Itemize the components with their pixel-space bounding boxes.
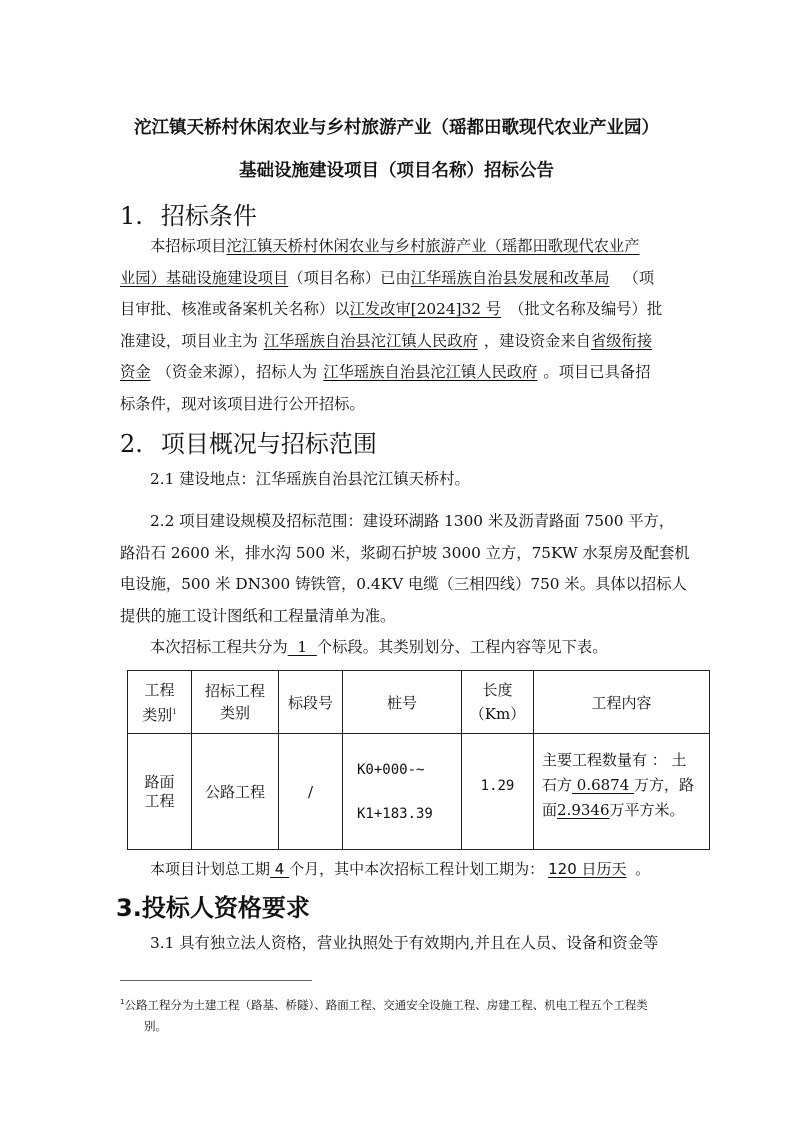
text-line: 标条件，现对该项目进行公开招标。 <box>120 394 365 413</box>
text-run: （项 <box>623 268 655 287</box>
text-line: 路沿石 2600 米，排水沟 500 米，浆砌石护坡 3000 立方，75KW 水泵房及配套机 <box>120 543 690 562</box>
approval-authority: 江华瑶族自治县发展和改革局 <box>410 268 610 287</box>
cell-text: K1+183.39 <box>357 805 433 822</box>
cell-text: 主要工程数量有 ： 土 <box>542 751 687 769</box>
section-2-title: 项目概况与招标范围 <box>160 430 377 458</box>
footnote-separator <box>120 980 312 981</box>
document-title-line1: 沱江镇天桥村休闲农业与乡村旅游产业（瑶都田歌现代农业产业园） <box>134 118 659 138</box>
text-run: 目审批、核准或备案机关名称）以 <box>120 300 350 318</box>
header-text: （Km） <box>469 705 526 723</box>
text-run: ，建设资金来自 <box>483 331 591 350</box>
text-run: 个标段。其类别划分、工程内容等见下表。 <box>316 638 608 656</box>
paragraph-2-2 <box>120 506 690 632</box>
cell-engineering-category <box>128 734 192 850</box>
cell-work-content <box>534 734 710 850</box>
footnote-ref: 1 <box>172 707 177 716</box>
text-run: （批文名称及编号）批 <box>509 300 663 318</box>
funding-source: 省级衔接 <box>590 331 653 350</box>
text-line: 电设施，500 米 DN300 铸铁管，0.4KV 电缆（三相四线）750 米。具体以招标人 <box>120 575 687 593</box>
header-length <box>462 671 534 734</box>
header-text: 类别 <box>142 705 173 724</box>
footnote-text: 公路工程分为土建工程（路基、桥隧）、路面工程、交通安全设施工程、房建工程、机电工程五个工程类 <box>124 997 648 1012</box>
text-run: 。 <box>630 860 651 878</box>
section-3-heading: 3.投标人资格要求 <box>116 894 310 922</box>
cell-tender-category: 公路工程 <box>192 734 279 850</box>
document-title-line2: 基础设施建设项目（项目名称）招标公告 <box>239 161 554 181</box>
header-section-number: 标段号 <box>279 671 343 734</box>
cell-length: 1.29 <box>462 734 534 850</box>
table-header-row <box>128 671 710 734</box>
cell-text: 万方，路 <box>634 776 695 794</box>
earthwork-quantity: 0.6874 <box>572 776 635 794</box>
header-text: 长度 <box>482 681 513 699</box>
section-2-number: 2. <box>120 430 143 458</box>
tender-sections-table <box>127 670 710 850</box>
text-line: 3.1 具有独立法人资格，营业执照处于有效期内,并且在人员、设备和资金等 <box>150 934 659 952</box>
section-1-heading <box>120 196 257 231</box>
pavement-quantity: 2.9346 <box>557 801 610 819</box>
paragraph-2-3 <box>120 632 685 664</box>
header-text: 工程 <box>144 680 175 699</box>
project-owner: 江华瑶族自治县沱江镇人民政府 <box>263 331 478 350</box>
schedule-summary <box>150 858 650 879</box>
text-run: 本次招标工程共分为 <box>150 638 288 656</box>
header-work-content: 工程内容 <box>534 671 710 734</box>
cell-text: 面 <box>542 801 558 819</box>
text-run: 本项目计划总工期 <box>150 860 271 878</box>
footnote <box>120 992 680 1037</box>
section-1-number: 1. <box>120 202 143 230</box>
text-line: 提供的施工设计图纸和工程量清单为准。 <box>120 606 396 625</box>
header-chainage: 桩号 <box>343 671 462 734</box>
header-engineering-category <box>128 671 192 734</box>
footnote-mark: 1 <box>120 998 125 1006</box>
project-name-cont: 业园）基础设施建设项目 <box>120 268 289 287</box>
approval-document: 江发改审[2024]32 号 <box>349 300 502 318</box>
section-1-paragraph <box>120 231 685 420</box>
header-text: 招标工程 <box>204 682 265 700</box>
text-run: （资金来源），招标人为 <box>156 363 318 381</box>
cell-section-number: / <box>279 734 343 850</box>
cell-chainage <box>343 734 462 850</box>
cell-text: 路面 <box>144 772 175 791</box>
project-name: 沱江镇天桥村休闲农业与乡村旅游产业（瑶都田歌现代农业产 <box>226 237 640 255</box>
paragraph-2-1 <box>120 464 685 496</box>
total-duration-months: 4 <box>270 860 290 878</box>
cell-text: 万平方米。 <box>609 801 685 819</box>
text-run: 。项目已具备招 <box>543 363 651 381</box>
section-count: 1 <box>287 638 317 656</box>
text-run: （项目名称）已由 <box>288 268 411 287</box>
footnote-text: 别。 <box>144 1018 167 1033</box>
tenderer: 江华瑶族自治县沱江镇人民政府 <box>323 363 538 381</box>
text-line: 2.1 建设地点：江华瑶族自治县沱江镇天桥村。 <box>150 470 470 488</box>
paragraph-3-1 <box>120 928 685 960</box>
text-line: 2.2 项目建设规模及招标范围：建设环湖路 1300 米及沥青路面 7500 平方， <box>150 512 675 530</box>
cell-text: 石方 <box>542 776 573 794</box>
section-1-title: 招标条件 <box>160 202 257 230</box>
header-text: 类别 <box>219 704 250 722</box>
text-run: 本招标项目 <box>150 237 227 255</box>
section-2-heading <box>120 424 377 459</box>
funding-source-cont: 资金 <box>120 363 151 381</box>
cell-text: 工程 <box>144 791 175 810</box>
text-run: 个月，其中本次招标工程计划工期为： <box>289 860 545 878</box>
tender-duration-days: 120 日历天 <box>548 860 627 878</box>
table-row <box>128 734 710 850</box>
header-tender-category <box>192 671 279 734</box>
cell-text: K0+000-~ <box>357 761 425 778</box>
text-run: 准建设，项目业主为 <box>120 331 258 350</box>
